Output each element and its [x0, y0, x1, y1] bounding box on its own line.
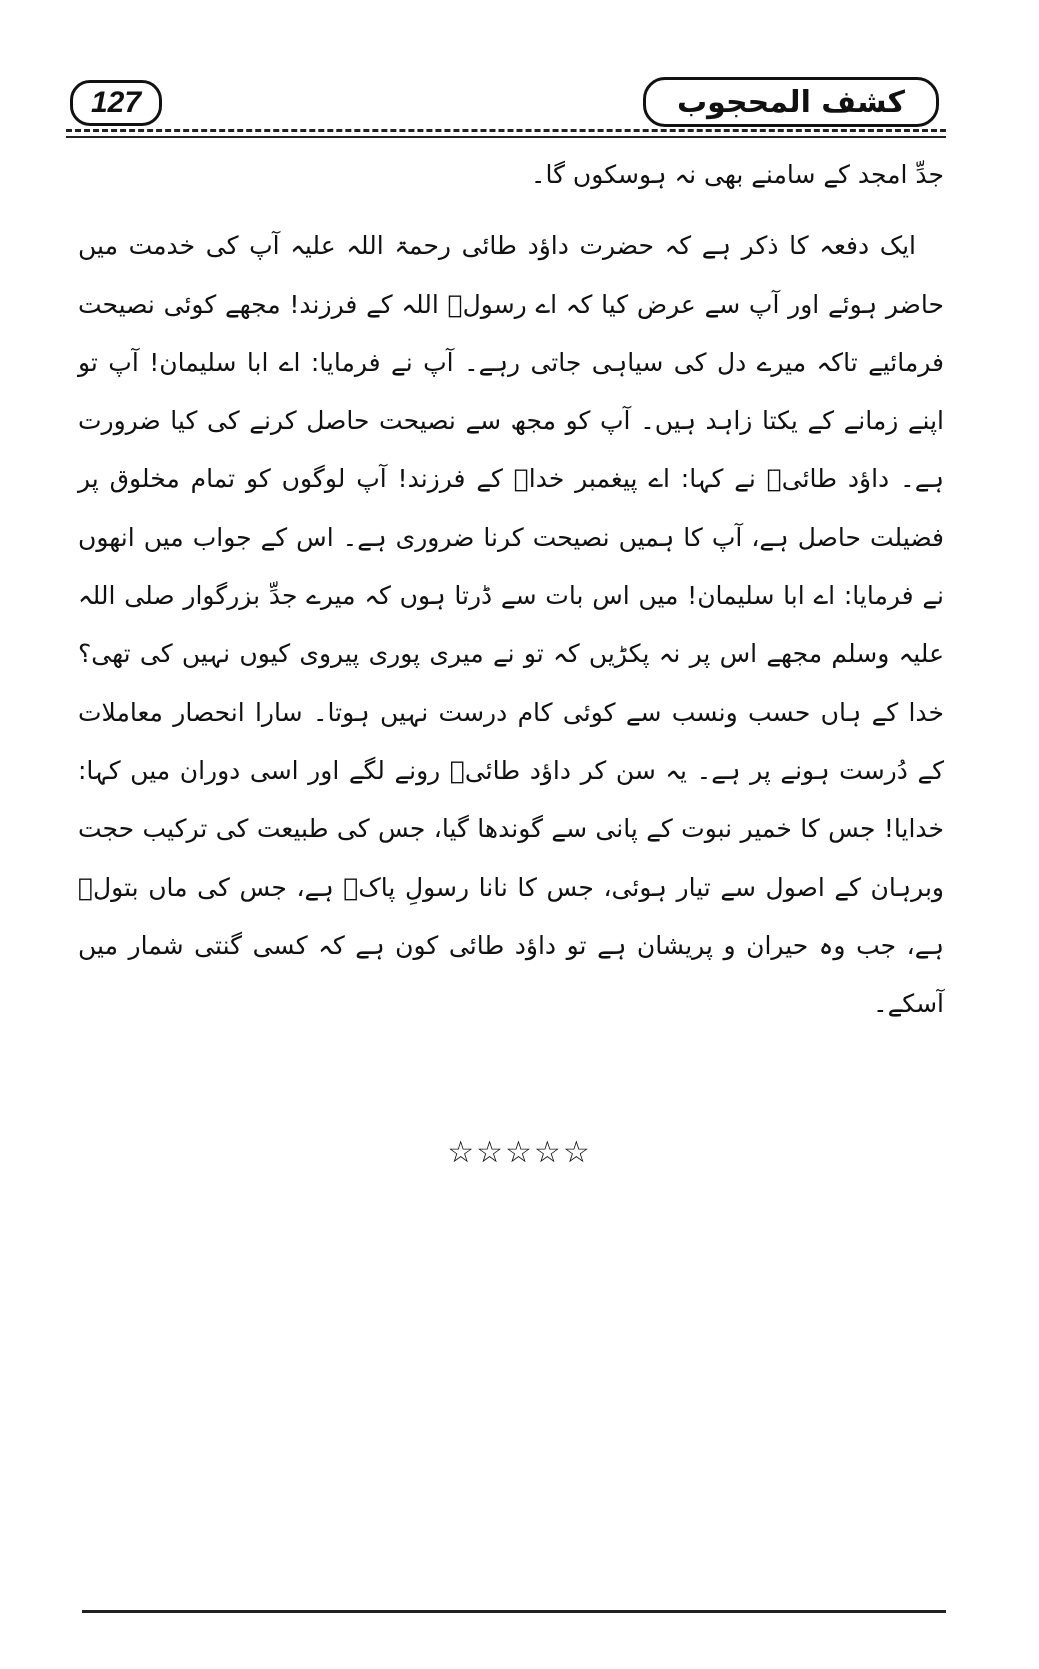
header-rule-dashed [66, 129, 946, 132]
main-paragraph: ایک دفعہ کا ذکر ہے کہ حضرت داؤد طائی رحمۃ اللہ علیہ آپ کی خدمت میں حاضر ہوئے اور آپ سے عرض کیا کہ اے رسولؐ اللہ کے فرزند! مجھے کوئی نصیحت فرمائیے تاکہ میرے دل کی سیاہی جاتی رہے۔ آپ نے فرمایا: اے ابا سلیمان! آپ تو اپنے زمانے کے یکتا زاہد ہیں۔ آپ کو مجھ سے نصیحت حاصل کرنے کی کیا ضرورت ہے۔ داؤد طائیؒ نے کہا: اے پیغمبر خداؐ کے فرزند! آپ لوگوں کو تمام مخلوق پر فضیلت حاصل ہے، آپ کا ہمیں نصیحت کرنا ضروری ہے۔ اس کے جواب میں انھوں نے فرمایا: اے ابا سلیمان! میں اس بات سے ڈرتا ہوں کہ میرے جدِّ بزرگوار صلی اللہ علیہ وسلم مجھے اس پر نہ پکڑیں کہ تو نے میری پوری پیروی کیوں نہیں کی تھی؟ خدا کے ہاں حسب ونسب سے کوئی کام درست نہیں ہوتا۔ سارا انحصار معاملات کے دُرست ہونے پر ہے۔ یہ سن کر داؤد طائیؒ رونے لگے اور اسی دوران میں کہا: خدایا! جس کا خمیر نبوت کے پانی سے گوندھا گیا، جس کی طبیعت کی ترکیب حجت وبرہان کے اصول سے تیار ہوئی، جس کا نانا رسولِ پاکؐ ہے، جس کی ماں بتولؓ ہے، جب وہ حیران و پریشان ہے تو داؤد طائی کون ہے کہ کسی گنتی شمار میں آسکے۔ [78, 231, 944, 1019]
footer-rule [82, 1610, 946, 1613]
book-title: کشف المحجوب [643, 77, 939, 127]
lead-line: جدِّ امجد کے سامنے بھی نہ ہوسکوں گا۔ [530, 160, 944, 189]
page-body [78, 146, 944, 1033]
section-divider-stars: ☆☆☆☆☆ [447, 1135, 592, 1170]
page-number: 127 [70, 80, 162, 126]
header-rule-solid [66, 136, 946, 138]
